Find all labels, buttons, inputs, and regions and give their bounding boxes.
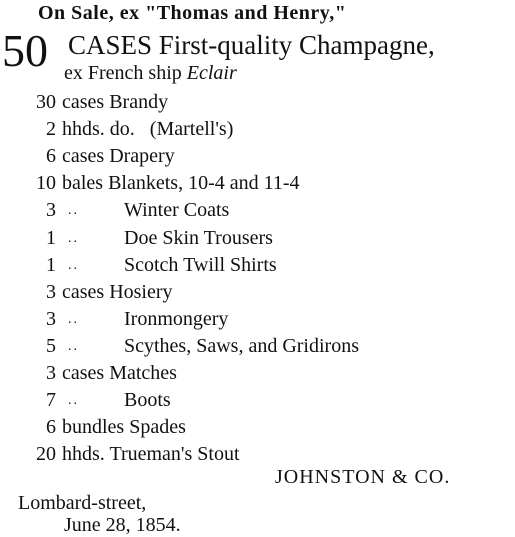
item-quantity: 6 xyxy=(46,145,56,167)
item-unit: bales xyxy=(62,172,104,194)
item-description: Matches xyxy=(109,362,177,384)
firm-address: Lombard-street, xyxy=(18,492,147,514)
list-item xyxy=(0,414,515,441)
item-quantity: 30 xyxy=(36,91,56,113)
list-item xyxy=(0,306,515,333)
lead-quantity: 50 xyxy=(2,25,48,76)
ditto-mark: .. xyxy=(68,393,79,408)
ditto-mark: .. xyxy=(68,203,79,218)
lead-description: CASES First-quality Champagne, xyxy=(68,30,435,60)
item-unit: cases xyxy=(62,145,105,167)
item-description: do. (Martell's) xyxy=(109,118,234,140)
list-item xyxy=(0,170,515,197)
item-quantity: 1 xyxy=(46,254,56,276)
item-description: Ironmongery xyxy=(124,308,229,330)
item-quantity: 2 xyxy=(46,118,56,140)
item-description: Drapery xyxy=(109,145,175,167)
list-item xyxy=(0,143,515,170)
item-quantity: 6 xyxy=(46,416,56,438)
item-quantity: 7 xyxy=(46,389,56,411)
ditto-mark: .. xyxy=(68,231,79,246)
item-description: Boots xyxy=(124,389,171,411)
lead-ship-prefix: ex French ship xyxy=(64,62,187,84)
list-item xyxy=(0,225,515,252)
item-quantity: 10 xyxy=(36,172,56,194)
item-description: Hosiery xyxy=(109,281,173,303)
list-item xyxy=(0,197,515,224)
item-quantity: 3 xyxy=(46,281,56,303)
ditto-mark: .. xyxy=(68,339,79,354)
firm-name: JOHNSTON & CO. xyxy=(275,466,451,488)
list-item xyxy=(0,333,515,360)
lead-ship-line xyxy=(64,62,237,85)
item-description: Scotch Twill Shirts xyxy=(124,254,277,276)
item-unit: cases xyxy=(62,362,105,384)
list-item xyxy=(0,279,515,306)
item-description: Doe Skin Trousers xyxy=(124,227,273,249)
item-unit: hhds. xyxy=(62,118,105,140)
item-description: Brandy xyxy=(109,91,169,113)
list-item xyxy=(0,116,515,143)
item-unit: cases xyxy=(62,281,105,303)
item-description: Winter Coats xyxy=(124,199,230,221)
list-item xyxy=(0,252,515,279)
item-unit: hhds. xyxy=(62,443,105,465)
advert-date: June 28, 1854. xyxy=(64,514,181,536)
ditto-mark: .. xyxy=(68,258,79,273)
item-quantity: 3 xyxy=(46,308,56,330)
item-quantity: 1 xyxy=(46,227,56,249)
item-unit: cases xyxy=(62,91,105,113)
sale-heading: On Sale, ex "Thomas and Henry," xyxy=(38,2,347,24)
item-description: Spades xyxy=(129,416,186,438)
list-item xyxy=(0,89,515,116)
item-description: Trueman's Stout xyxy=(109,443,240,465)
ship-name: Eclair xyxy=(186,62,237,84)
item-unit: bundles xyxy=(62,416,125,438)
item-quantity: 3 xyxy=(46,362,56,384)
item-description: Blankets, 10-4 and 11-4 xyxy=(108,172,300,194)
ditto-mark: .. xyxy=(68,312,79,327)
list-item xyxy=(0,360,515,387)
item-quantity: 20 xyxy=(36,443,56,465)
item-description: Scythes, Saws, and Gridirons xyxy=(124,335,359,357)
item-quantity: 5 xyxy=(46,335,56,357)
item-quantity: 3 xyxy=(46,199,56,221)
list-item xyxy=(0,387,515,414)
list-item xyxy=(0,441,515,468)
